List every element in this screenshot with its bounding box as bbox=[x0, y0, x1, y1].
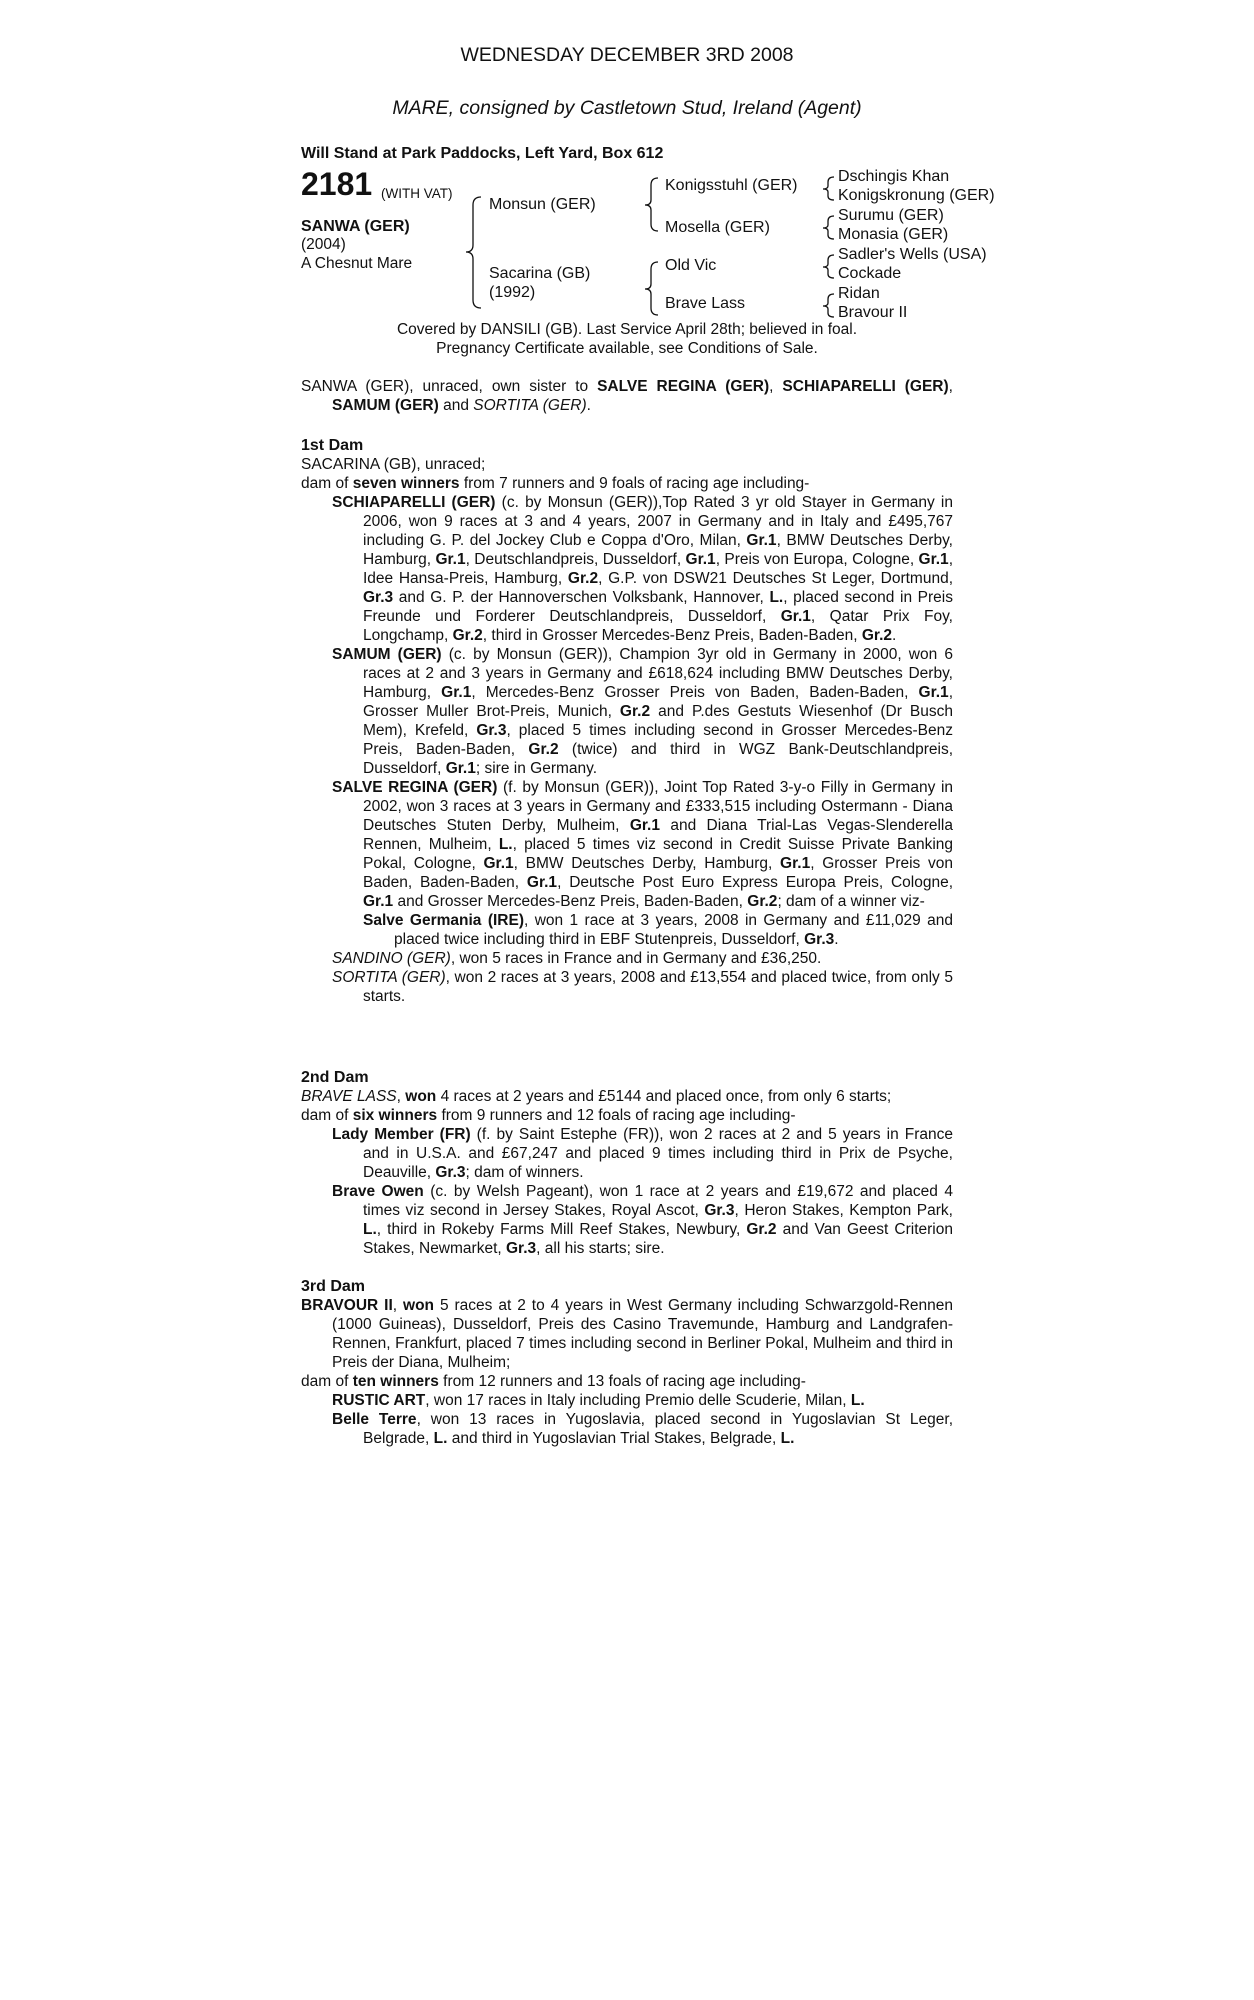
pedigree-ggp-4: Monasia (GER) bbox=[838, 226, 949, 243]
second-dam-record: dam of six winners from 9 runners and 12 foals of racing age including- bbox=[301, 1107, 796, 1124]
third-dam-heading: 3rd Dam bbox=[301, 1278, 366, 1295]
horse-description: A Chesnut Mare bbox=[301, 255, 413, 272]
first-dam-record: dam of seven winners from 7 runners and 9 foals of racing age including- bbox=[301, 475, 810, 492]
pedigree-ggp-8: Bravour II bbox=[838, 304, 908, 321]
entry-salve-germania: Salve Germania (IRE), won 1 race at 3 years, 2008 in Germany and £11,029 and placed twice including third in EBF Stutenpreis, Dusseldorf, Gr.3. bbox=[363, 912, 953, 948]
pregnancy-line: Pregnancy Certificate available, see Conditions of Sale. bbox=[436, 340, 818, 357]
pedigree-dam-sire: Old Vic bbox=[665, 257, 717, 274]
pedigree-ggp-6: Cockade bbox=[838, 265, 902, 282]
second-dam-section bbox=[301, 1068, 953, 1258]
third-dam-section bbox=[301, 1277, 953, 1448]
pedigree-ggp-2: Konigskronung (GER) bbox=[838, 187, 995, 204]
pedigree-sire: Monsun (GER) bbox=[489, 196, 596, 213]
entry-rustic-art: RUSTIC ART, won 17 races in Italy including Premio delle Scuderie, Milan, L. bbox=[332, 1392, 865, 1409]
vat-note: (WITH VAT) bbox=[381, 186, 453, 201]
pedigree-sire-dam: Mosella (GER) bbox=[665, 219, 770, 236]
entry-schiaparelli: SCHIAPARELLI (GER) (c. by Monsun (GER)),Top Rated 3 yr old Stayer in Germany in 2006, won 9 races at 3 and 4 years, 2007 in Germany and in Italy and £495,767 including G. P. del Jockey Club e Coppa d'Oro, Milan, Gr.1, BMW Deutsches Derby, Hamburg, Gr.1, Deutschlandpreis, Dusseldorf, Gr.1, Preis von Europa, Cologne, Gr.1, Idee Hansa-Preis, Hamburg, Gr.2, G.P. von DSW21 Deutsches St Leger, Dortmund, Gr.3 and G. P. der Hannoverschen Volksbank, Hannover, L., placed second in Preis Freunde und Forderer Deutschlandpreis, Dusseldorf, Gr.1, Qatar Prix Foy, Longchamp, Gr.2, third in Grosser Mercedes-Benz Preis, Baden-Baden, Gr.2. bbox=[332, 494, 953, 644]
pedigree-ggp-5: Sadler's Wells (USA) bbox=[838, 246, 987, 263]
horse-name: SANWA (GER) bbox=[301, 218, 410, 235]
first-dam-line: SACARINA (GB), unraced; bbox=[301, 456, 486, 473]
second-dam-heading: 2nd Dam bbox=[301, 1069, 369, 1086]
first-dam-section bbox=[301, 436, 953, 1006]
entry-brave-owen: Brave Owen (c. by Welsh Pageant), won 1 race at 2 years and £19,672 and placed 4 times viz second in Jersey Stakes, Royal Ascot, Gr.3, Heron Stakes, Kempton Park, L., third in Rokeby Farms Mill Reef Stakes, Newbury, Gr.2 and Van Geest Criterion Stakes, Newmarket, Gr.3, all his starts; sire. bbox=[332, 1183, 953, 1257]
pedigree-ggp-1: Dschingis Khan bbox=[838, 168, 950, 185]
covered-note bbox=[0, 320, 1254, 358]
entry-sortita: SORTITA (GER), won 2 races at 3 years, 2008 and £13,554 and placed twice, from only 5 starts. bbox=[332, 969, 954, 1005]
covered-line-1: Covered by DANSILI (GB). Last Service April 28th; believed in foal. bbox=[396, 321, 858, 338]
pedigree-sire-sire: Konigsstuhl (GER) bbox=[665, 177, 798, 194]
third-dam-line: BRAVOUR II, won 5 races at 2 to 4 years in West Germany including Schwarzgold-Rennen (1000 Guineas), Dusseldorf, Preis des Casino Travemunde, Hamburg and Landgrafen-Rennen, Frankfurt, placed 7 times including second in Berliner Pokal, Mulheim and third in Preis der Diana, Mulheim; bbox=[301, 1297, 953, 1371]
entry-lady-member: Lady Member (FR) (f. by Saint Estephe (FR)), won 2 races at 2 and 5 years in France and in U.S.A. and £67,247 and placed 9 times including third in Prix de Psyche, Deauville, Gr.3; dam of winners. bbox=[332, 1126, 954, 1181]
sale-date: WEDNESDAY DECEMBER 3RD 2008 bbox=[460, 44, 794, 66]
foaling-year: (2004) bbox=[301, 236, 346, 253]
entry-sandino: SANDINO (GER), won 5 races in France and in Germany and £36,250. bbox=[332, 950, 822, 967]
consignment-line: MARE, consigned by Castletown Stud, Ireland (Agent) bbox=[392, 97, 862, 119]
third-dam-record: dam of ten winners from 12 runners and 13 foals of racing age including- bbox=[301, 1373, 806, 1390]
entry-samum: SAMUM (GER) (c. by Monsun (GER)), Champion 3yr old in Germany in 2000, won 6 races at 2 and 3 years in Germany and £618,624 including BMW Deutsches Derby, Hamburg, Gr.1, Mercedes-Benz Grosser Preis von Baden, Baden-Baden, Gr.1, Grosser Muller Brot-Preis, Munich, Gr.2 and P.des Gestuts Wiesenhof (Dr Busch Mem), Krefeld, Gr.3, placed 5 times including second in Grosser Mercedes-Benz Preis, Baden-Baden, Gr.2 (twice) and third in WGZ Bank-Deutschlandpreis, Dusseldorf, Gr.1; sire in Germany. bbox=[332, 646, 953, 777]
second-dam-line: BRAVE LASS, won 4 races at 2 years and £5144 and placed once, from only 6 starts; bbox=[301, 1088, 892, 1105]
entry-belle-terre: Belle Terre, won 13 races in Yugoslavia, placed second in Yugoslavian St Leger, Belgrade, L. and third in Yugoslavian Trial Stakes, Belgrade, L. bbox=[332, 1411, 953, 1447]
pedigree-ggp-3: Surumu (GER) bbox=[838, 207, 944, 224]
pedigree-ggp-7: Ridan bbox=[838, 285, 880, 302]
first-dam-heading: 1st Dam bbox=[301, 437, 364, 454]
pedigree-dam-year: (1992) bbox=[489, 284, 536, 301]
pedigree-dam: Sacarina (GB) bbox=[489, 265, 591, 282]
entry-salve-regina: SALVE REGINA (GER) (f. by Monsun (GER)), Joint Top Rated 3-y-o Filly in Germany in 2002, won 3 races at 3 years in Germany and £333,515 including Ostermann - Diana Deutsches Stuten Derby, Mulheim, Gr.1 and Diana Trial-Las Vegas-Slenderella Rennen, Mulheim, L., placed 5 times viz second in Credit Suisse Private Banking Pokal, Cologne, Gr.1, BMW Deutsches Derby, Hamburg, Gr.1, Grosser Preis von Baden, Baden-Baden, Gr.1, Deutsche Post Euro Express Europa Preis, Cologne, Gr.1 and Grosser Mercedes-Benz Preis, Baden-Baden, Gr.2; dam of a winner viz- bbox=[332, 779, 954, 910]
lot-number: 2181 bbox=[301, 166, 373, 202]
intro-paragraph: SANWA (GER), unraced, own sister to SALVE REGINA (GER), SCHIAPARELLI (GER), SAMUM (GER) and SORTITA (GER). bbox=[301, 378, 953, 414]
stand-location: Will Stand at Park Paddocks, Left Yard, Box 612 bbox=[301, 145, 664, 162]
pedigree-dam-dam: Brave Lass bbox=[665, 295, 746, 312]
